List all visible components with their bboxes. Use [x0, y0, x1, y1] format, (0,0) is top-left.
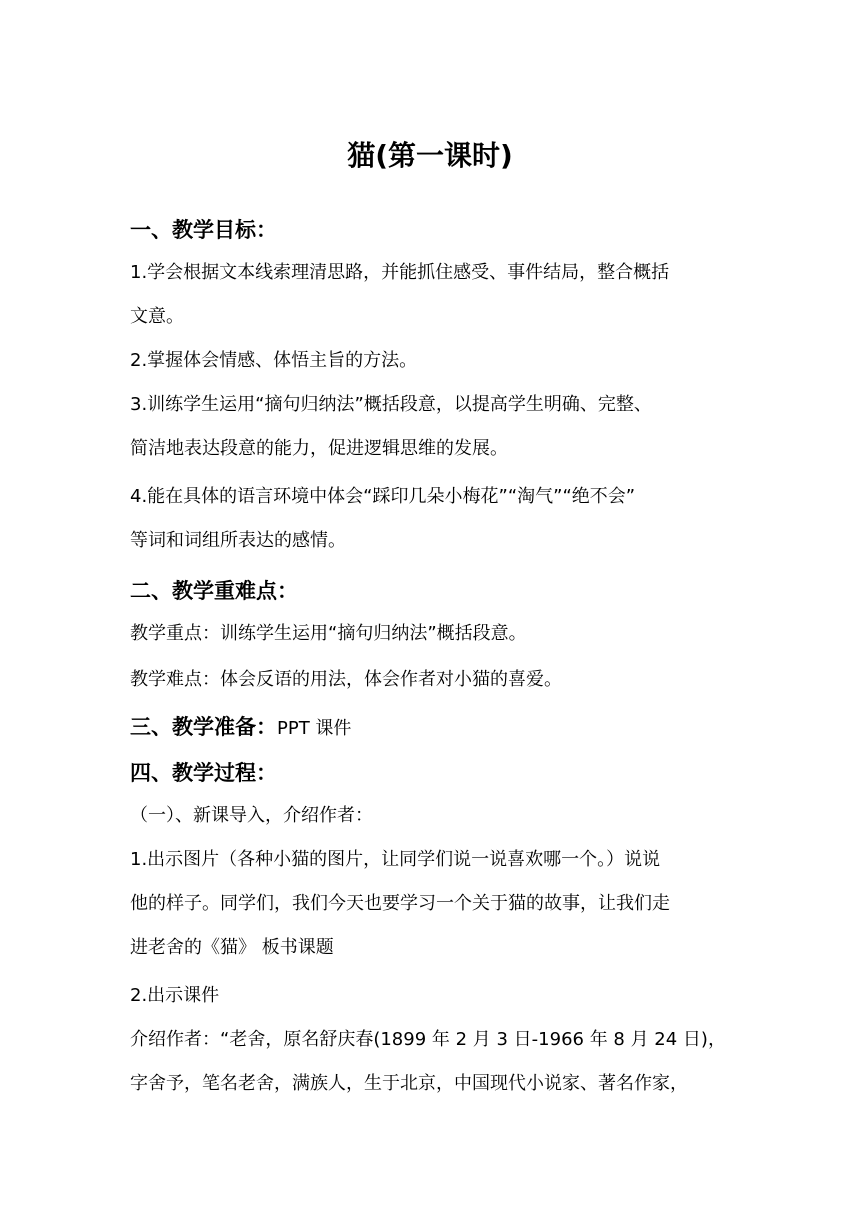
- process-item-author: [130, 1018, 730, 1106]
- process-item-1: [130, 838, 730, 970]
- text-line: 简洁地表达段意的能力，促进逻辑思维的发展。: [130, 438, 508, 459]
- text-line: 字舍予，笔名老舍，满族人，生于北京，中国现代小说家、著名作家，: [130, 1073, 688, 1094]
- section-heading-key-points: 二、教学重难点：: [130, 579, 298, 603]
- preparation-content: PPT 课件: [277, 718, 352, 739]
- text-line: 文意。: [130, 306, 184, 327]
- key-point-item-2: [130, 658, 730, 702]
- text-line: 2.出示课件: [130, 985, 220, 1006]
- text-line: 介绍作者：“老舍，原名舒庆春(1899 年 2 月 3 日-1966 年 8 月 24 日)，: [130, 1029, 726, 1050]
- process-item-2: [130, 974, 730, 1018]
- text-line: 2.掌握体会情感、体悟主旨的方法。: [130, 350, 418, 371]
- text-line: （一）、新课导入，介绍作者：: [130, 805, 373, 826]
- page-title: 猫(第一课时): [347, 139, 513, 172]
- text-line: 1.出示图片（各种小猫的图片，让同学们说一说喜欢哪一个。）说说: [130, 849, 661, 870]
- text-line: 3.训练学生运用“摘句归纳法”概括段意，以提高学生明确、完整、: [130, 394, 652, 415]
- objective-item-4: [130, 475, 730, 563]
- text-line: 他的样子。同学们，我们今天也要学习一个关于猫的故事，让我们走: [130, 893, 670, 914]
- text-line: 进老舍的《猫》 板书课题: [130, 937, 334, 958]
- text-line: 4.能在具体的语言环境中体会“踩印几朵小梅花”“淘气”“绝不会”: [130, 486, 636, 507]
- text-line: 等词和词组所表达的感情。: [130, 530, 346, 551]
- section-heading-process: 四、教学过程：: [130, 761, 277, 785]
- section-heading-objectives: 一、教学目标：: [130, 218, 277, 242]
- key-point-item-1: [130, 612, 730, 656]
- objective-item-3: [130, 383, 730, 471]
- text-line: 1.学会根据文本线索理清思路，并能抓住感受、事件结局，整合概括: [130, 262, 670, 283]
- process-item-intro: [130, 794, 730, 838]
- section-heading-preparation: [130, 713, 351, 743]
- objective-item-2: [130, 339, 730, 383]
- preparation-heading-text: 三、教学准备：: [130, 715, 277, 739]
- text-line: 教学难点：体会反语的用法，体会作者对小猫的喜爱。: [130, 669, 562, 690]
- text-line: 教学重点：训练学生运用“摘句归纳法”概括段意。: [130, 623, 527, 644]
- objective-item-1: [130, 251, 730, 339]
